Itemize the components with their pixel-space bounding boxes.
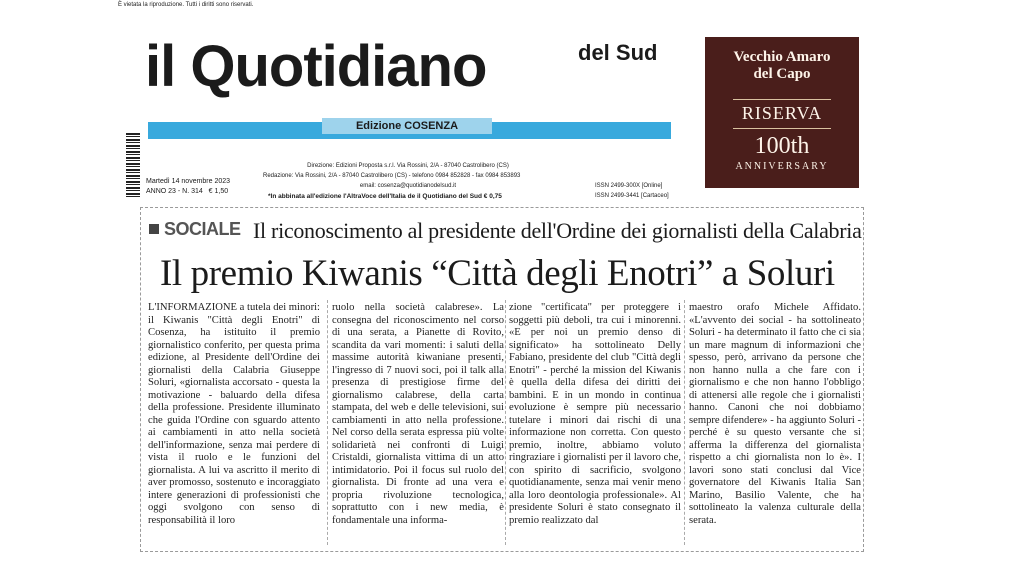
section-label: SOCIALE xyxy=(164,219,241,239)
bundle-notice: *In abbinata all'edizione l'AltraVoce dell'Italia de il Quotidiano del Sud € 0,75 xyxy=(268,193,502,200)
ad-brand: Vecchio Amaro del Capo xyxy=(733,49,831,82)
ad-anniversary-number: 100th xyxy=(754,133,810,159)
ad-anniversary-label: ANNIVERSARY xyxy=(735,161,829,172)
barcode xyxy=(126,133,140,198)
amaro-advertisement xyxy=(705,37,859,188)
section-square-icon xyxy=(149,224,159,234)
copyright-notice: È vietata la riproduzione. Tutti i diritti sono riservati. xyxy=(118,2,254,8)
article-column-2: ruolo nella società calabrese». La consegna del riconoscimento nel corso di una serata, a Pianette di Rovito, scandita da vari momenti: i saluti della massime autorità kiwaniane presenti, l'ingresso di 7 nuovi soci, poi il talk alla presenza di prestigiose firme del giornalismo calabrese, della carta stampata, del web e delle televisioni, sui cambiamenti in atto nella professione. Nel corso della serata espressa più volte solidarietà nei confronti di Luigi Cristaldi, giornalista vittima di un atto intimidatorio. Poi il focus sul ruolo del giornalista. Di fronte ad una vera e propria rivoluzione tecnologica, soprattutto con i new media, è fondamentale una informa- xyxy=(332,302,504,526)
column-divider xyxy=(327,300,328,545)
ad-reserve-label: RISERVA xyxy=(741,103,823,123)
issue-price: € 1,50 xyxy=(208,188,229,195)
ad-divider xyxy=(733,128,831,129)
edition-label: Edizione COSENZA xyxy=(322,118,492,134)
article-column-1: L'INFORMAZIONE a tutela dei minori: il Kiwanis "Città degli Enotri" di Cosenza, ha istituito il premio giornalistico conferito, per questa prima edizione, al Presidente dell'Ordine dei giornalisti della Calabria Giuseppe Soluri, «giornalista accorsato - questa la motivazione - baluardo della difesa della professione. Presidente illuminato che guida l'Ordine con sguardo attento ai cambiamenti in atto nella società dell'informazione, senza mai perdere di vista il ruolo e le funzioni del giornalista. A lui va ascritto il merito di aver promosso, sostenuto e incoraggiato intere generazioni di professionisti che oggi svolgono con senso di responsabilità il loro xyxy=(148,302,320,526)
article-column-3: zione "certificata" per proteggere i soggetti più deboli, tra cui i minorenni. «E per noi un premio denso di significato» ha sottolineato Delly Fabiano, presidente del club "Città degli Enotri" - perché la mission del Kiwanis è quella della difesa dei diritti dei bambini. E in un mondo in continua evoluzione è sempre più necessario tutelare i minori dai rischi di una informazione non corretta. Con questo premio, inoltre, abbiamo voluto ringraziare i giornalisti per il lavoro che, con spirito di sacrificio, svolgono quotidianamente, senza mai venir meno alla loro deontologia professionale». Al presidente Soluri è stato consegnato il premio realizzato dal xyxy=(509,302,681,526)
article-subheadline: Il riconoscimento al presidente dell'Ordine dei giornalisti della Calabria xyxy=(253,218,862,243)
ad-divider xyxy=(733,99,831,100)
column-divider xyxy=(505,300,506,545)
issue-info xyxy=(146,177,230,197)
issue-number: ANNO 23 - N. 314 xyxy=(146,188,203,195)
article-column-4: maestro orafo Michele Affidato. «L'avvento dei social - ha sottolineato Soluri - ha determinato il fatto che ci sia un mare magnum di informazioni che spesso, però, arrivano da persone che non hanno nulla a che fare con i giornalismo e che non hanno l'obbligo di attenersi alle regole che i giornalisti hanno. Canoni che noi dobbiamo sempre difendere» - ha aggiunto Soluri - perché è su questo versante che si afferma la differenza del giornalista rispetto a chi giornalista non lo è». I lavori sono stati conclusi dal Vice governatore del Kiwanis Italia San Marino, Basilio Valente, che ha sottolineato la valenza culturale della serata. xyxy=(689,302,861,526)
issn-info: ISSN 2499-300X [Online] ISSN 2499-3441 [Cartaceo] xyxy=(595,183,669,199)
masthead-subtitle: del Sud xyxy=(578,40,658,65)
article-headline: Il premio Kiwanis “Città degli Enotri” a Soluri xyxy=(160,253,835,294)
issue-date: Martedì 14 novembre 2023 xyxy=(146,178,231,185)
column-divider xyxy=(684,300,685,545)
newspaper-masthead: il Quotidiano xyxy=(145,34,487,99)
editorial-credits: Direzione: Edizioni Proposta s.r.l. Via Rossini, 2/A - 87040 Castrolibero (CS) Redazione: Via Rossini, 2/A - 87040 Castrolibero (CS) - telefono 0984 852828 - fax 0984 853893 email: cosenza@quotidianodelsud.it xyxy=(263,163,521,189)
